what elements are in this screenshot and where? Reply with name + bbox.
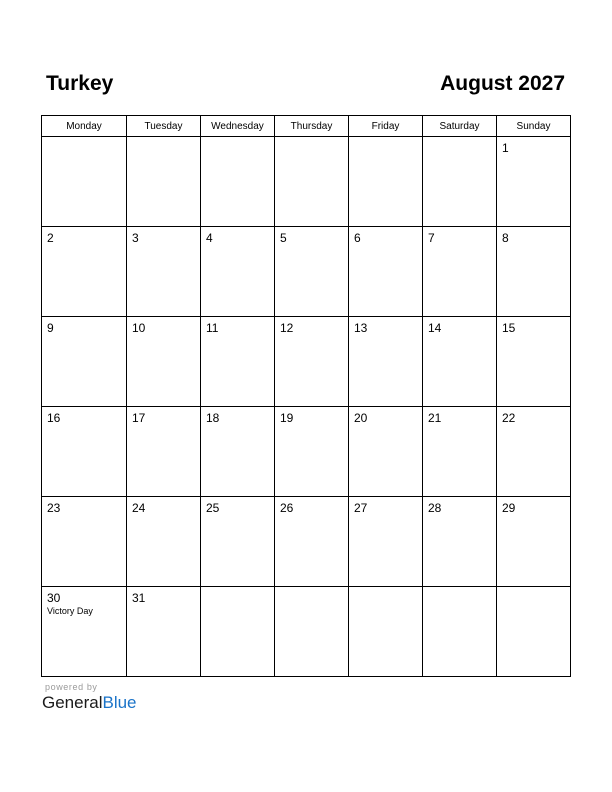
- day-cell: [201, 407, 275, 497]
- powered-by-label: powered by: [45, 682, 98, 692]
- day-cell: [497, 317, 571, 407]
- day-cell: [349, 497, 423, 587]
- day-number: 31: [132, 591, 146, 605]
- day-number: 28: [428, 501, 442, 515]
- day-number: 9: [47, 321, 54, 335]
- day-number: 30: [47, 591, 61, 605]
- weekday-header: Saturday: [423, 116, 497, 137]
- day-cell: [201, 227, 275, 317]
- day-number: 24: [132, 501, 146, 515]
- holiday-label: Victory Day: [47, 606, 93, 616]
- day-cell: [201, 587, 275, 677]
- day-cell: [423, 137, 497, 227]
- weekday-header: Friday: [349, 116, 423, 137]
- country-title: Turkey: [46, 72, 114, 95]
- day-number: 29: [502, 501, 516, 515]
- day-cell: [42, 137, 127, 227]
- day-number: 21: [428, 411, 442, 425]
- day-cell: [497, 407, 571, 497]
- day-cell: [497, 137, 571, 227]
- week-row: [42, 407, 571, 497]
- day-cell: [42, 497, 127, 587]
- day-cell: [127, 317, 201, 407]
- day-cell: [201, 317, 275, 407]
- day-number: 19: [280, 411, 294, 425]
- day-cell: [201, 497, 275, 587]
- day-number: 18: [206, 411, 220, 425]
- day-cell: [275, 227, 349, 317]
- brand-blue: Blue: [102, 693, 137, 712]
- weekday-header-row: [42, 116, 571, 137]
- day-cell: [127, 587, 201, 677]
- day-cell: [42, 227, 127, 317]
- day-number: 7: [428, 231, 435, 245]
- day-number: 2: [47, 231, 54, 245]
- day-number: 12: [280, 321, 294, 335]
- weekday-header: Wednesday: [201, 116, 275, 137]
- day-number: 17: [132, 411, 146, 425]
- day-cell: [423, 317, 497, 407]
- day-number: 14: [428, 321, 442, 335]
- day-number: 4: [206, 231, 213, 245]
- weekday-header: Thursday: [275, 116, 349, 137]
- day-cell: [127, 137, 201, 227]
- day-cell: [497, 227, 571, 317]
- day-cell: [275, 137, 349, 227]
- week-row: [42, 497, 571, 587]
- day-cell: [42, 407, 127, 497]
- weekday-header: Monday: [42, 116, 127, 137]
- day-cell: [42, 587, 127, 677]
- day-cell: [127, 407, 201, 497]
- day-cell: [275, 317, 349, 407]
- day-cell: [423, 587, 497, 677]
- day-cell: [349, 137, 423, 227]
- day-number: 6: [354, 231, 361, 245]
- day-cell: [349, 227, 423, 317]
- day-number: 26: [280, 501, 294, 515]
- day-number: 5: [280, 231, 287, 245]
- week-row: [42, 317, 571, 407]
- day-cell: [127, 227, 201, 317]
- month-title: August 2027: [440, 72, 565, 95]
- day-number: 22: [502, 411, 516, 425]
- day-cell: [127, 497, 201, 587]
- day-cell: [423, 497, 497, 587]
- day-cell: [349, 317, 423, 407]
- day-number: 16: [47, 411, 61, 425]
- brand-logo: [42, 693, 137, 713]
- day-cell: [497, 497, 571, 587]
- weekday-header: Sunday: [497, 116, 571, 137]
- day-number: 15: [502, 321, 516, 335]
- day-number: 1: [502, 141, 509, 155]
- week-row: [42, 587, 571, 677]
- day-number: 25: [206, 501, 220, 515]
- day-cell: [275, 587, 349, 677]
- day-cell: [275, 497, 349, 587]
- day-number: 10: [132, 321, 146, 335]
- day-cell: [423, 227, 497, 317]
- brand-general: General: [42, 693, 103, 712]
- day-number: 3: [132, 231, 139, 245]
- week-row: [42, 137, 571, 227]
- day-number: 27: [354, 501, 368, 515]
- day-cell: [275, 407, 349, 497]
- day-number: 13: [354, 321, 368, 335]
- week-row: [42, 227, 571, 317]
- day-number: 23: [47, 501, 61, 515]
- day-number: 20: [354, 411, 368, 425]
- day-cell: [349, 407, 423, 497]
- day-cell: [423, 407, 497, 497]
- calendar-grid: [41, 115, 571, 677]
- day-number: 11: [206, 321, 219, 335]
- weekday-header: Tuesday: [127, 116, 201, 137]
- day-cell: [349, 587, 423, 677]
- day-cell: [497, 587, 571, 677]
- day-cell: [42, 317, 127, 407]
- day-number: 8: [502, 231, 509, 245]
- day-cell: [201, 137, 275, 227]
